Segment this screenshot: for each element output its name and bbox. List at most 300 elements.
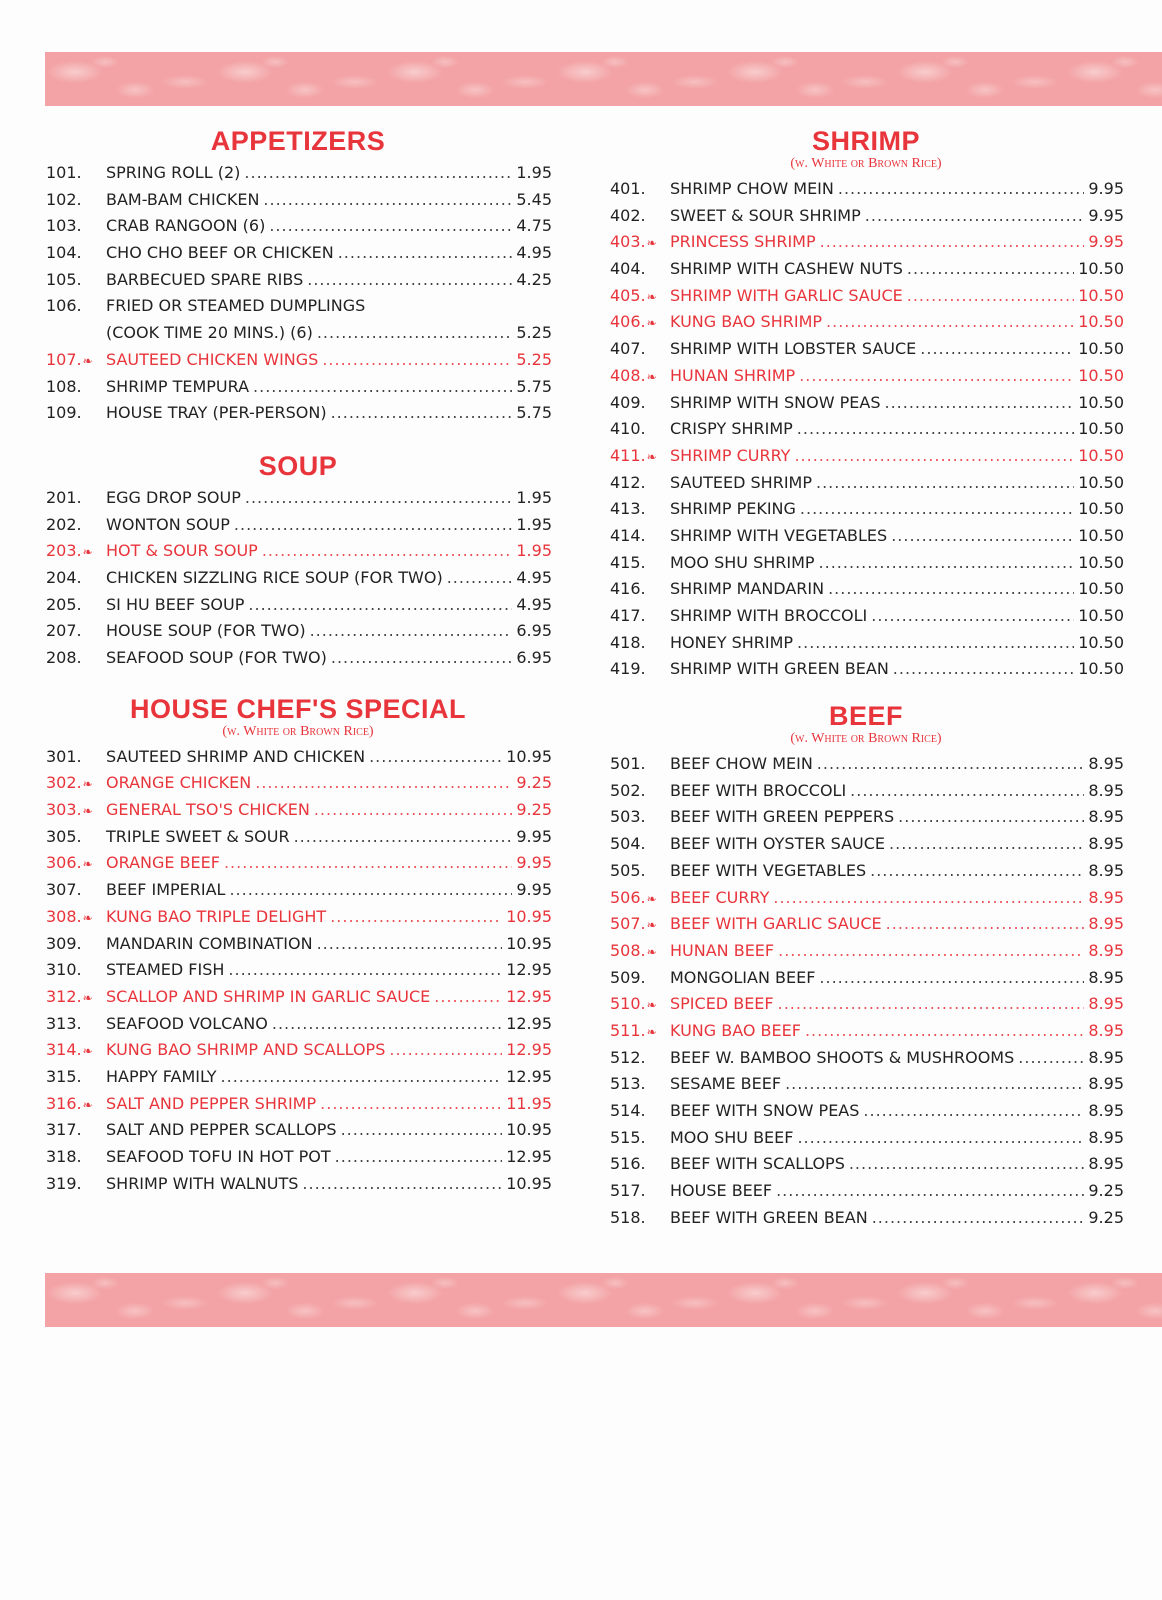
item-price: 8.95 <box>1088 994 1124 1014</box>
dot-leader <box>331 400 513 427</box>
dot-leader <box>907 283 1074 310</box>
item-number <box>44 347 106 375</box>
menu-item <box>608 1071 1124 1098</box>
dot-leader <box>871 603 1074 630</box>
hot-pepper-icon: ❧ <box>646 449 657 464</box>
dot-leader <box>317 320 513 347</box>
menu-item <box>44 485 552 512</box>
menu-item <box>608 309 1124 336</box>
item-price: 8.95 <box>1088 914 1124 934</box>
dot-leader <box>272 1011 502 1038</box>
item-number-text: 412. <box>610 472 646 492</box>
item-number <box>44 592 106 619</box>
menu-item <box>608 1018 1124 1045</box>
menu-list-appetizers <box>44 160 552 427</box>
item-name: CRISPY SHRIMP <box>670 419 793 439</box>
item-number-text: 517. <box>610 1181 646 1201</box>
section-title-shrimp: SHRIMP <box>811 126 920 156</box>
decorative-bottom-band <box>45 1273 1162 1327</box>
item-number-text: 518. <box>610 1207 646 1227</box>
menu-item <box>44 1091 552 1118</box>
item-name: MONGOLIAN BEEF <box>670 967 816 987</box>
item-number <box>44 512 106 539</box>
item-number-text: 503. <box>610 807 646 827</box>
item-price: 10.50 <box>1078 312 1124 332</box>
item-number-text: 314. <box>46 1040 82 1060</box>
item-name: BEEF WITH VEGETABLES <box>670 860 867 880</box>
item-name: CHICKEN SIZZLING RICE SOUP (FOR TWO) <box>106 567 443 587</box>
item-number <box>44 538 106 566</box>
item-name: SHRIMP TEMPURA <box>106 376 250 396</box>
item-price: 10.95 <box>506 746 552 766</box>
section-title-appetizers: APPETIZERS <box>210 126 386 156</box>
dot-leader <box>850 778 1084 805</box>
item-price: 12.95 <box>506 1066 552 1086</box>
item-name: HOUSE TRAY (PER-PERSON) <box>106 403 327 423</box>
item-number-text: 312. <box>46 986 82 1006</box>
item-number-text: 106. <box>46 296 82 316</box>
item-price: 4.25 <box>516 269 552 289</box>
menu-item <box>608 991 1124 1018</box>
item-name: SAUTEED CHICKEN WINGS <box>106 349 319 369</box>
menu-list-soup <box>44 485 552 672</box>
menu-item <box>608 858 1124 885</box>
item-name: SALT AND PEPPER SCALLOPS <box>106 1120 337 1140</box>
item-price: 12.95 <box>506 960 552 980</box>
item-number <box>44 187 106 214</box>
menu-item <box>44 213 552 240</box>
dot-leader <box>797 1125 1084 1152</box>
item-name: BEEF WITH SCALLOPS <box>670 1154 845 1174</box>
item-number-text: 510. <box>610 994 646 1014</box>
item-number-text: 405. <box>610 285 646 305</box>
menu-item <box>608 1178 1124 1205</box>
item-number-text: 511. <box>610 1020 646 1040</box>
item-price: 10.50 <box>1078 659 1124 679</box>
item-price: 5.75 <box>516 376 552 396</box>
menu-item <box>608 496 1124 523</box>
item-number <box>608 309 670 337</box>
item-name: HUNAN SHRIMP <box>670 365 796 385</box>
menu-item <box>608 938 1124 965</box>
item-price: 8.95 <box>1088 1047 1124 1067</box>
item-price: 9.95 <box>516 826 552 846</box>
section-title-beef: BEEF <box>828 701 903 732</box>
menu-item <box>608 229 1124 256</box>
section-title-soup: SOUP <box>258 450 338 481</box>
dot-leader <box>817 751 1085 778</box>
item-number-text: 203. <box>46 541 82 561</box>
section-gap <box>44 427 552 451</box>
item-price: 8.95 <box>1088 754 1124 774</box>
item-price: 5.45 <box>516 189 552 209</box>
item-name: BAM-BAM CHICKEN <box>106 189 260 209</box>
dot-leader <box>341 1117 503 1144</box>
item-number-text: 410. <box>610 419 646 439</box>
dot-leader <box>228 957 502 984</box>
menu-item <box>608 1205 1124 1232</box>
item-price: 1.95 <box>516 487 552 507</box>
menu-item <box>608 283 1124 310</box>
menu-item <box>44 240 552 267</box>
dot-leader <box>369 744 502 771</box>
menu-item <box>608 804 1124 831</box>
item-number <box>608 965 670 992</box>
item-price: 8.95 <box>1088 860 1124 880</box>
item-number-text: 104. <box>46 243 82 263</box>
item-name: PRINCESS SHRIMP <box>670 232 816 252</box>
menu-item <box>608 176 1124 203</box>
item-price: 10.50 <box>1078 552 1124 572</box>
item-number <box>44 485 106 512</box>
item-price: 10.95 <box>506 933 552 953</box>
item-number-text: 301. <box>46 746 82 766</box>
hot-pepper-icon: ❧ <box>646 289 657 304</box>
item-price: 10.95 <box>506 1173 552 1193</box>
menu-item <box>44 293 552 320</box>
dot-leader <box>819 550 1075 577</box>
dot-leader <box>863 1098 1084 1125</box>
item-name: GENERAL TSO'S CHICKEN <box>106 800 310 820</box>
item-number-text: 408. <box>610 365 646 385</box>
item-name: SHRIMP MANDARIN <box>670 579 825 599</box>
item-number-text: 107. <box>46 349 82 369</box>
menu-item <box>44 1064 552 1091</box>
item-number-text: 202. <box>46 514 82 534</box>
menu-item <box>44 877 552 904</box>
item-number <box>608 938 670 966</box>
item-number-text: 402. <box>610 205 646 225</box>
item-name: KUNG BAO SHRIMP <box>670 312 823 332</box>
item-number <box>608 283 670 311</box>
dot-leader <box>886 911 1085 938</box>
item-name: BEEF WITH GARLIC SAUCE <box>670 914 882 934</box>
dot-leader <box>819 965 1084 992</box>
dot-leader <box>826 309 1074 336</box>
hot-pepper-icon: ❧ <box>646 1024 657 1039</box>
item-number <box>608 576 670 603</box>
menu-item <box>608 390 1124 417</box>
item-number-text: 504. <box>610 834 646 854</box>
item-name: BEEF IMPERIAL <box>106 880 226 900</box>
dot-leader <box>320 1091 502 1118</box>
item-number-text: 415. <box>610 552 646 572</box>
item-price: 10.50 <box>1078 339 1124 359</box>
item-number <box>608 1178 670 1205</box>
item-number-text: 318. <box>46 1147 82 1166</box>
item-number <box>608 858 670 885</box>
item-name: STEAMED FISH <box>106 960 225 980</box>
section-subtitle-beef: (w. White or Brown Rice) <box>790 731 942 747</box>
item-name: HOT & SOUR SOUP <box>106 541 258 561</box>
item-name: HAPPY FAMILY <box>106 1066 217 1086</box>
item-number-text: 313. <box>46 1013 82 1033</box>
menu-item <box>608 416 1124 443</box>
dot-leader <box>322 347 512 374</box>
item-number-text: 414. <box>610 525 646 545</box>
item-price: 4.95 <box>516 567 552 587</box>
menu-item <box>44 320 552 347</box>
item-number <box>44 374 106 401</box>
item-name: BEEF WITH GREEN PEPPERS <box>670 807 895 827</box>
dot-leader <box>776 1178 1084 1205</box>
item-number-text: 208. <box>46 648 82 667</box>
item-number <box>44 904 106 932</box>
menu-item <box>44 347 552 374</box>
item-number <box>608 1018 670 1046</box>
item-price: 10.50 <box>1078 365 1124 385</box>
item-price: 10.95 <box>506 1120 552 1140</box>
item-price: 10.50 <box>1078 445 1124 465</box>
menu-item <box>608 603 1124 630</box>
item-number-text: 418. <box>610 632 646 652</box>
item-price: 10.50 <box>1078 579 1124 599</box>
item-number <box>44 1144 106 1171</box>
item-number-text: 413. <box>610 499 646 519</box>
item-price: 1.95 <box>516 163 552 182</box>
item-number <box>44 744 106 771</box>
item-number <box>608 1125 670 1152</box>
dot-leader <box>800 496 1074 523</box>
item-name: SWEET & SOUR SHRIMP <box>670 205 861 225</box>
dot-leader <box>263 187 512 214</box>
decorative-top-band <box>45 52 1162 106</box>
item-number-text: 406. <box>610 312 646 332</box>
item-price: 11.95 <box>506 1093 552 1113</box>
dot-leader <box>229 877 512 904</box>
item-number <box>608 885 670 913</box>
menu-list-beef <box>608 751 1124 1231</box>
item-name: SPICED BEEF <box>670 994 774 1014</box>
section-title-house-chef: HOUSE CHEF'S SPECIAL <box>130 693 466 724</box>
item-number-text: 316. <box>46 1093 82 1113</box>
item-name: EGG DROP SOUP <box>106 487 241 507</box>
dot-leader <box>820 229 1085 256</box>
item-number <box>44 1171 106 1198</box>
dot-leader <box>447 565 513 592</box>
dot-leader <box>849 1151 1085 1178</box>
item-number <box>608 630 670 657</box>
menu-item <box>44 645 552 672</box>
item-number <box>44 400 106 427</box>
dot-leader <box>1018 1045 1084 1072</box>
item-price: 12.95 <box>506 986 552 1006</box>
item-price: 8.95 <box>1088 1127 1124 1147</box>
item-name: HONEY SHRIMP <box>670 632 794 652</box>
item-name: SHRIMP CHOW MEIN <box>670 179 834 198</box>
menu-item <box>44 904 552 931</box>
menu-item <box>44 770 552 797</box>
item-number-text: 401. <box>610 179 646 198</box>
item-name: ORANGE CHICKEN <box>106 773 252 793</box>
item-number-text: 416. <box>610 579 646 599</box>
dot-leader <box>872 1205 1085 1232</box>
hot-pepper-icon: ❧ <box>646 944 657 959</box>
item-number-text: 507. <box>610 914 646 934</box>
item-price: 4.75 <box>516 216 552 236</box>
item-name: SHRIMP WITH GREEN BEAN <box>670 659 889 679</box>
item-price: 9.95 <box>1088 232 1124 252</box>
item-number <box>44 213 106 240</box>
item-name: SHRIMP WITH SNOW PEAS <box>670 392 881 412</box>
item-price: 10.50 <box>1078 632 1124 652</box>
hot-pepper-icon: ❧ <box>82 353 93 368</box>
item-name: CRAB RANGOON (6) <box>106 216 266 236</box>
menu-item <box>44 1144 552 1171</box>
item-name: BEEF CHOW MEIN <box>670 754 813 774</box>
dot-leader <box>799 363 1074 390</box>
dot-leader <box>248 592 512 619</box>
menu-item <box>608 778 1124 805</box>
item-price: 8.95 <box>1088 887 1124 907</box>
item-number <box>608 1205 670 1232</box>
item-price: 8.95 <box>1088 834 1124 854</box>
dot-leader <box>816 470 1074 497</box>
dot-leader <box>338 240 513 267</box>
item-price: 12.95 <box>506 1040 552 1060</box>
menu-item <box>44 160 552 187</box>
item-price: 10.50 <box>1078 472 1124 492</box>
item-price: 12.95 <box>506 1147 552 1166</box>
item-name: SEAFOOD VOLCANO <box>106 1013 268 1033</box>
hot-pepper-icon: ❧ <box>646 236 657 251</box>
item-number-text: 505. <box>610 860 646 880</box>
item-number-text: 512. <box>610 1047 646 1067</box>
item-price: 10.50 <box>1078 419 1124 439</box>
item-number <box>44 160 106 187</box>
dot-leader <box>221 1064 503 1091</box>
dot-leader <box>828 576 1074 603</box>
item-name: KUNG BAO SHRIMP AND SCALLOPS <box>106 1040 386 1060</box>
item-number-text: 101. <box>46 163 82 182</box>
dot-leader <box>314 797 513 824</box>
item-number <box>44 984 106 1012</box>
item-name: FRIED OR STEAMED DUMPLINGS <box>106 296 366 316</box>
item-number <box>608 443 670 471</box>
item-price: 5.25 <box>516 349 552 369</box>
item-name: ORANGE BEEF <box>106 853 220 873</box>
item-number-text: 105. <box>46 269 82 289</box>
item-number-text: 409. <box>610 392 646 412</box>
item-number-text: 108. <box>46 376 82 396</box>
item-number-text: 403. <box>610 232 646 252</box>
item-number-text: 417. <box>610 606 646 625</box>
item-number <box>44 824 106 851</box>
item-number <box>608 831 670 858</box>
item-number <box>608 804 670 831</box>
item-name: BEEF W. BAMBOO SHOOTS & MUSHROOMS <box>670 1047 1015 1067</box>
item-price: 10.50 <box>1078 525 1124 545</box>
dot-leader <box>794 443 1074 470</box>
item-number-text: 404. <box>610 259 646 279</box>
item-number-text: 509. <box>610 967 646 987</box>
item-price: 9.25 <box>516 800 552 820</box>
menu-item <box>44 931 552 958</box>
item-price: 9.95 <box>1088 179 1124 198</box>
item-number-text: 508. <box>610 940 646 960</box>
item-price: 9.95 <box>1088 205 1124 225</box>
hot-pepper-icon: ❧ <box>82 1044 93 1059</box>
dot-leader <box>773 885 1084 912</box>
menu-item <box>44 797 552 824</box>
dot-leader <box>330 904 502 931</box>
item-name: BEEF WITH BROCCOLI <box>670 780 847 800</box>
dot-leader <box>255 770 512 797</box>
item-name: SCALLOP AND SHRIMP IN GARLIC SAUCE <box>106 986 431 1006</box>
menu-item <box>608 443 1124 470</box>
item-number <box>44 931 106 958</box>
item-number-text: 515. <box>610 1127 646 1147</box>
item-name: (COOK TIME 20 MINS.) (6) <box>106 323 313 343</box>
dot-leader <box>244 160 512 187</box>
item-number <box>44 240 106 267</box>
item-price: 10.50 <box>1078 285 1124 305</box>
menu-list-house-chef <box>44 744 552 1198</box>
item-price: 8.95 <box>1088 1074 1124 1094</box>
item-number-text: 317. <box>46 1120 82 1140</box>
menu-item <box>608 1125 1124 1152</box>
item-name: KUNG BAO TRIPLE DELIGHT <box>106 906 327 926</box>
item-price: 5.25 <box>516 323 552 343</box>
item-name: SAUTEED SHRIMP AND CHICKEN <box>106 746 366 766</box>
item-number <box>44 797 106 825</box>
item-name: BEEF CURRY <box>670 887 770 907</box>
item-number <box>608 496 670 523</box>
item-number-text: 303. <box>46 800 82 820</box>
item-number <box>608 363 670 391</box>
item-number-text: 516. <box>610 1154 646 1174</box>
dot-leader <box>307 267 512 294</box>
item-price: 12.95 <box>506 1013 552 1033</box>
item-number <box>608 203 670 230</box>
menu-item <box>44 592 552 619</box>
item-number <box>608 991 670 1019</box>
item-name: SAUTEED SHRIMP <box>670 472 812 492</box>
item-number <box>44 645 106 672</box>
dot-leader <box>245 485 513 512</box>
item-price: 9.95 <box>516 853 552 873</box>
dot-leader <box>389 1037 502 1064</box>
item-number <box>608 603 670 630</box>
item-number-text: 205. <box>46 594 82 614</box>
dot-leader <box>898 804 1084 831</box>
dot-leader <box>294 824 513 851</box>
dot-leader <box>310 618 513 645</box>
hot-pepper-icon: ❧ <box>646 316 657 331</box>
item-number-text: 306. <box>46 853 82 873</box>
menu-item <box>44 618 552 645</box>
dot-leader <box>434 984 502 1011</box>
dot-leader <box>234 512 512 539</box>
item-number-text: 307. <box>46 880 82 900</box>
menu-item <box>608 336 1124 363</box>
dot-leader <box>797 416 1074 443</box>
item-number-text: 315. <box>46 1066 82 1086</box>
item-name: MOO SHU SHRIMP <box>670 552 815 572</box>
item-price: 8.95 <box>1088 1154 1124 1174</box>
dot-leader <box>253 374 512 401</box>
item-name: SHRIMP WITH CASHEW NUTS <box>670 259 903 279</box>
item-number <box>44 1011 106 1038</box>
item-price: 8.95 <box>1088 780 1124 800</box>
item-number <box>608 1151 670 1178</box>
item-number-text: 309. <box>46 933 82 953</box>
menu-item <box>44 824 552 851</box>
hot-pepper-icon: ❧ <box>82 910 93 925</box>
menu-item <box>608 1098 1124 1125</box>
hot-pepper-icon: ❧ <box>82 857 93 872</box>
dot-leader <box>838 176 1085 203</box>
